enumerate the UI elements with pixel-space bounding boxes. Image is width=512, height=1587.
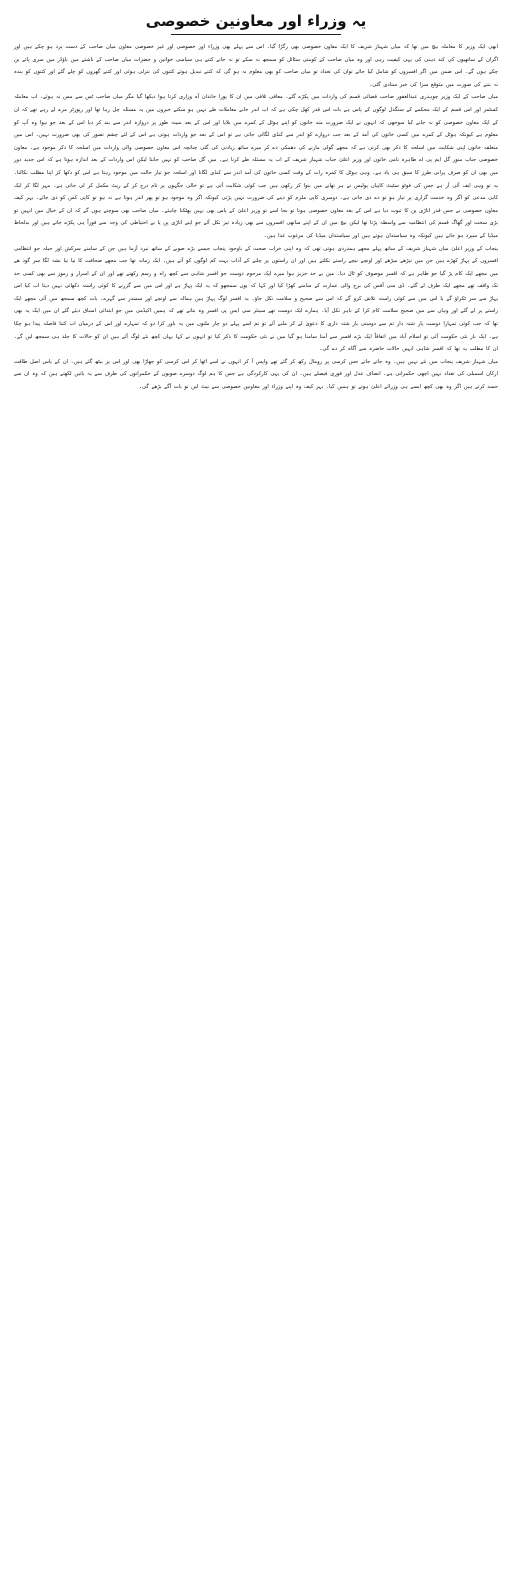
article-paragraph-3: پنجاب کے وزیر اعلیٰ میاں شہباز شریف کے ساتھ پہلے مجھے ہمدردی ہوتی تھی کہ وہ اپنی خراب صحت کے باوجود پنجاب جیسے بڑے صوبے کے ساتھ نبرد آزما ہیں جن کے سامنے سرکش اور حیلہ جو انتظامی افسروں کے پہاڑ کھڑے ہیں جن میں تیڑھے میڑھے اور اونچے نیچے راستے نکلتے ہیں اور ان راستوں پر چلنے کے آداب بہت کم لوگوں کو آتے ہیں۔ ایک زمانہ تھا جب مجھے صحافت کا نیا نیا نشہ لگا سر گود ھے میں مجھے ایک کام پڑ گیا جو ظاہر ہے کہ افسر موصوف کو ٹال دیا۔ میں بے حد جزبز ہوا میرے ایک مرحوم دوست جو افسر شاہی سے کچھ راہ و رسم رکھتے تھے اور ان کے اسرار و رموز سے بھی کسی حد تک واقف تھے مجھے ایک طرف لے گئے۔ ڈی سی آفس کی برج والی عمارت کے سامنے کھڑا کیا اور کہا کہ یوں سمجھو کہ یہ ایک پہاڑ ہے اور اس میں سے گزرنے کا کوئی راستہ دکھائی نہیں دیتا اب کیا اس پہاڑ سے سر ٹکراؤ گے یا اس میں سے کوئی راستہ تلاش کرو گے کہ اس سے صحیح و سلامت نکل جاؤ۔ یہ افسر لوگ پہاڑ ہیں ہمالہ سے اونچے اور سمندر سے گہرے۔ بات کچھ سمجھ میں آئی مجھے ایک راستے پر لے گئے اور وہاں سے میں صحیح سلامت کام کرا کے باہر نکل آیا۔ ہمارے ایک دوست تھے سینئر سی ایس پی افسر وہ بتاتے تھے کہ ہمیں اکیڈمی میں جو ابتدائی اسباق دیئے گئے ان میں ایک یہ بھی تھا کہ جب کوئی تمہارا دوست یار شتہ دار تم سے دوستی یار شتہ داری کا دعویٰ لے کر ملنے آئے تو تم اسے پہلے دو چار ملنوں میں یہ باور کرا دو کہ تمہارے اور اس کے درمیان اب کتنا فاصلہ پیدا ہو چکا ہے۔ ایک بار نئی حکومت آئی تو اسلام آباد میں اتفاقاً ایک بڑے افسر سے آمنا سامنا ہو گیا میں نے نئی حکومت کا ذکر کیا تو انہوں نے کہا یہاں کچھ نئے لوگ آئے ہیں ان کو حالات کا جلد ہی سمجھ لیں گے۔ ان کا مطلب یہ تھا کہ افسر شاہی انہیں حالات حاضرہ سے آگاہ کر دے گی۔ xyxy=(14,245,498,353)
article-body xyxy=(14,41,498,394)
article-headline: یہ وزراء اور معاونین خصوصی xyxy=(145,12,367,30)
article-paragraph-2: میاں صاحب کے ایک وزیر چوہدری عبدالغفور صاحب فضائی قسم کی واردات میں پکڑے گئے۔ معافی تلافی میں ان کا پورا خاندان آہ وزاری کرتا ہوا دیکھا گیا مگر میاں صاحب ٹس سے مس نہ ہوئے۔ اب معاملہ کسٹمز اور اس قسم کے ایک محکمے کے سنگدل لوگوں کے پاس ہے بات اس قدر کھل چکی ہے کہ اب اندر خانے معاملات طے نہیں ہو سکتے خبروں میں یہ مسئلہ چل رہا تھا اور رپورٹر مزے لے رہے تھے کہ ان کے ایک معاون خصوصی کو نہ جانے کیا سوجھی کہ انہوں نے ایک ضرورت مند خاتون کو اپنے ہوٹل کے کمرے میں بلایا اور اس کے بعد مبینہ طور پر دروازہ اندر سے بند کر دیا اس کے بعد جو ہوا وہ آپ کو معلوم ہے کیونکہ ہوٹل کے کمرے میں کسی خاتون کی آمد کے بعد جب دروازے کو اندر سے کنڈی لگائی جاتی ہے تو اس کے بعد جو واردات ہوتی ہے اس کے لئے چشم تصور کی بھی ضرورت نہیں۔ اس میں متعلقہ خاتون اپنی شکایت میں اسلحہ کا ذکر بھی کرتی ہے کہ مجھے گولی مارنے کی دھمکی دے کر میرے ساتھ زیادتی کی گئی چنانچہ اس معاون خصوصی والی واردات میں اسلحہ کا ذکر موجود ہے۔ معاون خصوصی جناب منور گل ایم پی اے طاہرہ نامی خاتون اور وزیر اعلیٰ جناب شہباز شریف کے اب یہ مسئلہ طے کرنا ہے۔ میں گل صاحب کو نہیں جانتا لیکن اس واردات کے بعد اندازہ ہوتا ہے کہ اس جدید دور میں بھی ان کو صرف پرانی طرز کا سبق ہی یاد ہے۔ وہی ہوٹل کا کمرہ رات کے وقت کسی خاتون کی آمد اندر سے کنڈی لگانا اور اسلحہ جو تیار حالت میں موجود رہتا ہے اس کو دکھا کر اپنا مطلب نکالنا۔ یہ تو وہی ایف آئی آر ہے جس کی فوٹو سٹیٹ کاپیاں پولیس نے ہر تھانے میں بنوا کر رکھی ہیں جب کوئی شکایت آتی ہے تو خالی جگہوں پر نام درج کر کے رپٹ مکمل کر لی جاتی ہے۔ مہر لگا کر ایک کاپی مدعی کو اگر وہ خدمت گزاری پر تیار ہو تو دے دی جاتی ہے۔ دوسری کاپی ملزم کو دینے کی ضرورت نہیں پڑتی کیونکہ اگر وہ موجود ہو تو پھر اندر ہوتا ہے نہ ہو تو کاپی کس کو دی جائے۔ بہر کیف معاون خصوصی نے جس قدر اناڑی پن کا ثبوت دیا ہے اس کے بعد معاون خصوصی ہونا تو بجا اسے تو وزیر اعلیٰ کے پاس بھی نہیں پھٹکنا چاہئے۔ میاں صاحب بھی سوچتے ہوں گے کہ ان کے خیال میں انہیں تو بڑی سخت اور گھاگ قسم کی انتظامیہ سے واسطہ پڑتا تھا لیکن بیچ میں ان کے اپنے ساتھی افسروں سے بھی زیادہ تیز نکل آئے جو اپنے اناڑی پن یا بے احتیاطی کی وجہ سے فوراً ہی پکڑے جاتے ہیں اور بدلحاظ میڈیا کے سپرد ہو جاتے ہیں کیونکہ وہ سیاستدان ہوتے ہیں اور سیاستدان میڈیا کی مرغوب غذا ہیں۔ xyxy=(14,94,498,239)
article-paragraph-4: میاں شہباز شریف پنجاب میں نئے نہیں ہیں۔ وہ جاتے جاتے جس کرسی پر رومال رکھ کر گئے تھے واپس آ کر انہوں نے اسے اٹھا کر اس کرسی کو جھاڑا بھی اور اس پر بیٹھ گئے ہیں۔ ان کے پاس اصل طاقت ارکان اسمبلی کی تعداد نہیں اچھی حکمرانی ہے۔ انصاف عدل اور فوری فیصلے ہیں۔ ان کی یہی کارکردگی ہے جس کا ہم لوگ دوسرے صوبوں کے حکمرانوں کی طرف سے یہ باتیں لکھتے ہیں کہ وہ ان سے حسد کرتے ہیں اگر وہ بھی کچھ ایسے ہی وزرائے اعلیٰ ہوتے تو ہمیں کیا۔ بہر کیف وہ اپنے وزراء اور معاونین خصوصی سے نپٹ لیں تو بات آگے بڑھے گی۔ xyxy=(14,358,498,391)
headline-underline xyxy=(171,34,341,35)
article-paragraph-1: ابھی ایک وزیر کا معاملہ بیچ میں تھا کہ میاں شہباز شریف کا ایک معاون خصوصی بھی رگڑا گیا۔ اس سے پہلے بھی وزراء اور خصوصی اور غیر خصوصی معاون میاں صاحب کے دست برد ہو چکے ہیں اور اگران کے ساتھیوں کی کند ذہنی کی یہی کیفیت رہی اور وہ میاں صاحب کے کومتی سٹائل کو سمجھ نہ سکے تو نہ جانے کتنے ہی سیاسی خواتین و حضرات میاں صاحب کے ناشتے میں باؤڈر میں سری پائے بن چکے ہوں گے۔ اس ضمن میں اگر افسروں کو شامل کیا جائے توان کی تعداد تو میاں صاحب کو بھی معلوم نہ ہو گی کہ کتنے تبدیل ہوئے کتنوں کی تنزلی ہوئی اور کتنے گھروں کو چلے گئے اور کتنوں کو بندہ نہ بننے کی صورت میں متوقع سزا کی خبر سنادی گئی۔ xyxy=(14,44,498,88)
